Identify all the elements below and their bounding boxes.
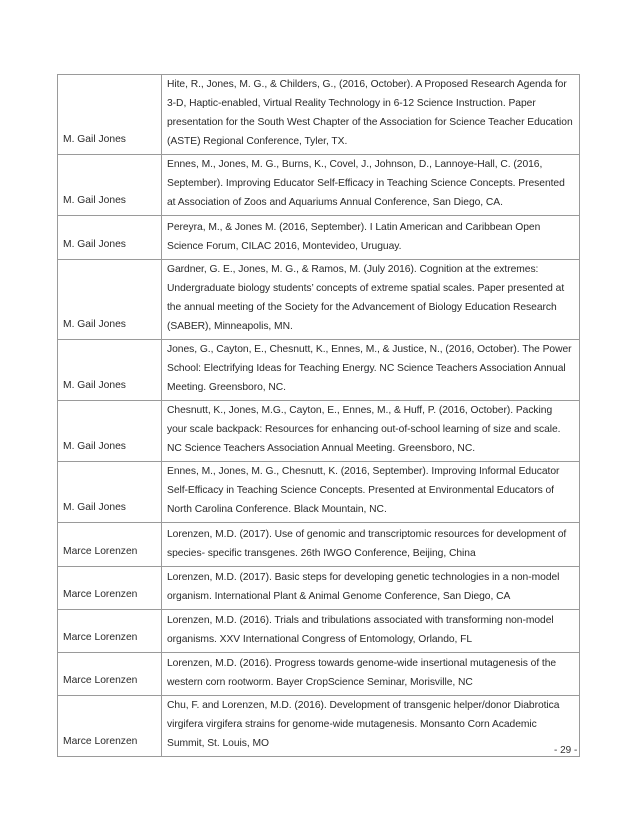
table-row [58,523,580,567]
citation-cell: Gardner, G. E., Jones, M. G., & Ramos, M. (July 2016). Cognition at the extremes: Undergraduate biology students’ concepts of extreme spatial scales. Paper presented at the annual meeting of the Society for the Advancement of Biology Education Research (SABER), Minneapolis, MN. [162,260,580,340]
citation-cell: Chesnutt, K., Jones, M.G., Cayton, E., Ennes, M., & Huff, P. (2016, October). Packing your scale backpack: Resources for enhancing out-of-school learning of size and scale. NC Science Teachers Association Annual Meeting. Greensboro, NC. [162,401,580,462]
citation-cell: Hite, R., Jones, M. G., & Childers, G., (2016, October). A Proposed Research Agenda for 3-D, Haptic-enabled, Virtual Reality Technology in 6-12 Science Instruction. Paper presentation for the South West Chapter of the Association for Science Teacher Education (ASTE) Regional Conference, Tyler, TX. [162,75,580,155]
citation-cell: Jones, G., Cayton, E., Chesnutt, K., Ennes, M., & Justice, N., (2016, October). The Power School: Electrifying Ideas for Teaching Energy. NC Science Teachers Association Annual Meeting. Greensboro, NC. [162,340,580,401]
publications-table-body [58,75,580,757]
author-cell: M. Gail Jones [58,462,162,523]
citation-cell: Lorenzen, M.D. (2016). Progress towards genome-wide insertional mutagenesis of the western corn rootworm. Bayer CropScience Seminar, Morisville, NC [162,653,580,696]
table-row [58,401,580,462]
author-cell: Marce Lorenzen [58,653,162,696]
table-row [58,216,580,260]
author-cell: Marce Lorenzen [58,523,162,567]
table-row [58,340,580,401]
author-cell: Marce Lorenzen [58,610,162,653]
author-cell: M. Gail Jones [58,401,162,462]
author-cell: M. Gail Jones [58,260,162,340]
table-row [58,260,580,340]
author-cell: M. Gail Jones [58,340,162,401]
citation-cell: Pereyra, M., & Jones M. (2016, September). I Latin American and Caribbean Open Science Forum, CILAC 2016, Montevideo, Uruguay. [162,216,580,260]
page-number: - 29 - [554,745,578,756]
author-cell: Marce Lorenzen [58,567,162,610]
citation-cell: Chu, F. and Lorenzen, M.D. (2016). Development of transgenic helper/donor Diabrotica virgifera virgifera strains for genome-wide mutagenesis. Monsanto Corn Academic Summit, St. Louis, MO [162,696,580,757]
table-row [58,155,580,216]
citation-cell: Ennes, M., Jones, M. G., Burns, K., Covel, J., Johnson, D., Lannoye-Hall, C. (2016, September). Improving Educator Self-Efficacy in Teaching Science Concepts. Presented at Association of Zoos and Aquariums Annual Conference, San Diego, CA. [162,155,580,216]
author-cell: M. Gail Jones [58,155,162,216]
publications-table [57,74,580,757]
table-row [58,653,580,696]
citation-cell: Lorenzen, M.D. (2017). Use of genomic and transcriptomic resources for development of species- specific transgenes. 26th IWGO Conference, Beijing, China [162,523,580,567]
author-cell: Marce Lorenzen [58,696,162,757]
citation-cell: Ennes, M., Jones, M. G., Chesnutt, K. (2016, September). Improving Informal Educator Self-Efficacy in Teaching Science Concepts. Presented at Environmental Educators of North Carolina Conference. Black Mountain, NC. [162,462,580,523]
citation-cell: Lorenzen, M.D. (2016). Trials and tribulations associated with transforming non-model organisms. XXV International Congress of Entomology, Orlando, FL [162,610,580,653]
table-row [58,462,580,523]
table-row [58,567,580,610]
table-row [58,75,580,155]
author-cell: M. Gail Jones [58,216,162,260]
table-row [58,696,580,757]
citation-cell: Lorenzen, M.D. (2017). Basic steps for developing genetic technologies in a non-model organism. International Plant & Animal Genome Conference, San Diego, CA [162,567,580,610]
author-cell: M. Gail Jones [58,75,162,155]
table-row [58,610,580,653]
